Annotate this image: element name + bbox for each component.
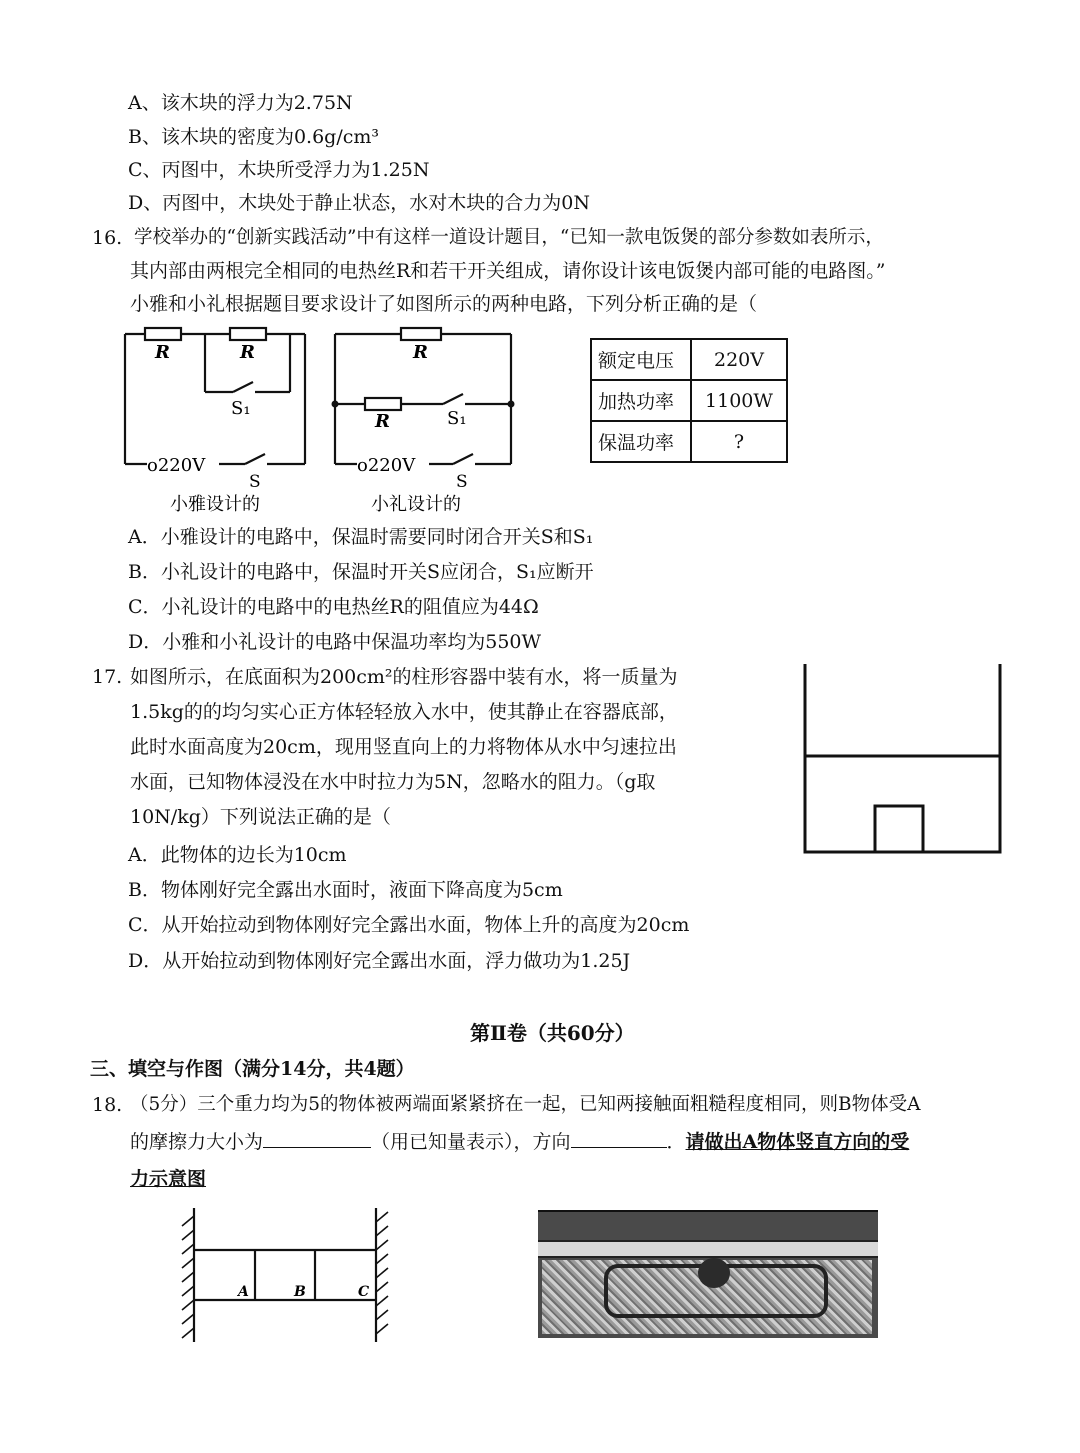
param-value: ? <box>691 421 787 462</box>
q16-option-d: D．小雅和小礼设计的电路中保温功率均为550W <box>128 631 542 653</box>
q16-option-b: B．小礼设计的电路中，保温时开关S应闭合，S₁应断开 <box>128 561 594 583</box>
pressed-objects-photo <box>538 1210 878 1338</box>
resistor-r1 <box>145 328 181 340</box>
q18-line-2 <box>130 1129 909 1155</box>
q16-line-2: 其内部由两根完全相同的电热丝R和若干开关组成，请你设计该电饭煲内部可能的电路图。” <box>130 260 886 282</box>
q17-line-1: 如图所示，在底面积为200cm²的柱形容器中装有水，将一质量为 <box>130 666 678 688</box>
section-2-title: 第Ⅱ卷（共60分） <box>470 1021 635 1045</box>
r-label-1: R <box>155 342 170 363</box>
switch-s1-label: S₁ <box>231 398 251 419</box>
q17-line-3: 此时水面高度为20cm，现用竖直向上的力将物体从水中匀速拉出 <box>130 736 677 758</box>
table-row <box>591 421 787 462</box>
switch-s1-label: S₁ <box>447 408 467 429</box>
cube-block <box>875 806 923 852</box>
block-a-label: A <box>238 1284 249 1300</box>
q17-option-a: A．此物体的边长为10cm <box>128 844 347 866</box>
param-key: 额定电压 <box>591 339 691 380</box>
q17-line-5: 10N/kg）下列说法正确的是（ <box>130 806 391 828</box>
q16-line-1: 学校举办的“创新实践活动”中有这样一道设计题目，“已知一款电饭煲的部分参数如表所示， <box>134 227 884 248</box>
param-key: 保温功率 <box>591 421 691 462</box>
q17-option-b: B．物体刚好完全露出水面时，液面下降高度为5cm <box>128 879 563 901</box>
table-row <box>591 339 787 380</box>
switch-s-label: S <box>249 472 261 492</box>
section-3-title: 三、填空与作图（满分14分，共4题） <box>90 1058 415 1080</box>
r-label-2: R <box>240 342 255 363</box>
resistor-r2 <box>365 398 401 410</box>
junction-dot <box>508 401 515 408</box>
appliance-parameter-table <box>590 338 788 463</box>
q16-number: 16. <box>92 227 123 249</box>
q17-line-4: 水面，已知物体浸没在水中时拉力为5N，忽略水的阻力。（g取 <box>130 771 656 793</box>
q16-option-a: A．小雅设计的电路中，保温时需要同时闭合开关S和S₁ <box>128 526 594 548</box>
q17-number: 17. <box>92 666 123 688</box>
resistor-r1 <box>401 328 441 340</box>
param-value: 1100W <box>691 380 787 421</box>
q18-task-line-3: 力示意图 <box>130 1168 207 1190</box>
q15-option-b: B、该木块的密度为0.6g/cm³ <box>128 126 380 148</box>
q16-option-c: C．小礼设计的电路中的电热丝R的阻值应为44Ω <box>128 596 539 618</box>
voltage-label: o220V <box>147 455 206 476</box>
photo-top-bar <box>538 1240 878 1258</box>
circuit-caption: 小礼设计的 <box>371 494 461 515</box>
voltage-label: o220V <box>357 455 416 476</box>
r-label-2: R <box>375 411 390 432</box>
answer-blank-direction[interactable] <box>571 1129 667 1148</box>
photo-center-object <box>698 1258 730 1288</box>
q18-text: ． <box>666 1131 686 1153</box>
q18-number: 18. <box>92 1094 123 1116</box>
blocks-between-walls-diagram <box>178 1204 398 1346</box>
circuit-diagram-xiaoya <box>115 322 315 518</box>
container-diagram <box>800 660 1006 856</box>
resistor-r2 <box>230 328 266 340</box>
q15-option-a: A、该木块的浮力为2.75N <box>128 92 353 114</box>
switch-s-label: S <box>456 472 468 492</box>
param-key: 加热功率 <box>591 380 691 421</box>
q17-line-2: 1.5kg的的均匀实心正方体轻轻放入水中，使其静止在容器底部， <box>130 701 678 723</box>
answer-blank-friction[interactable] <box>263 1129 371 1148</box>
param-value: 220V <box>691 339 787 380</box>
block-b-label: B <box>294 1284 306 1300</box>
q18-line-1: （5分）三个重力均为5的物体被两端面紧紧挤在一起，已知两接触面粗糙程度相同，则B物体受A <box>130 1094 921 1115</box>
q18-task: 请做出A物体竖直方向的受 <box>685 1131 910 1153</box>
block-c-label: C <box>358 1284 370 1300</box>
r-label-1: R <box>413 342 428 363</box>
q15-option-c: C、丙图中，木块所受浮力为1.25N <box>128 159 430 181</box>
q18-text: 的摩擦力大小为 <box>130 1131 264 1153</box>
q15-option-d: D、丙图中，木块处于静止状态，水对木块的合力为0N <box>128 192 590 214</box>
q18-text: （用已知量表示），方向 <box>371 1131 571 1153</box>
q17-option-c: C．从开始拉动到物体刚好完全露出水面，物体上升的高度为20cm <box>128 914 690 936</box>
circuit-caption: 小雅设计的 <box>170 494 260 515</box>
q16-line-3: 小雅和小礼根据题目要求设计了如图所示的两种电路，下列分析正确的是（ <box>130 293 758 315</box>
circuit-diagram-xiaoli <box>325 322 525 518</box>
junction-dot <box>332 401 339 408</box>
q17-option-d: D．从开始拉动到物体刚好完全露出水面，浮力做功为1.25J <box>128 950 631 972</box>
table-row <box>591 380 787 421</box>
